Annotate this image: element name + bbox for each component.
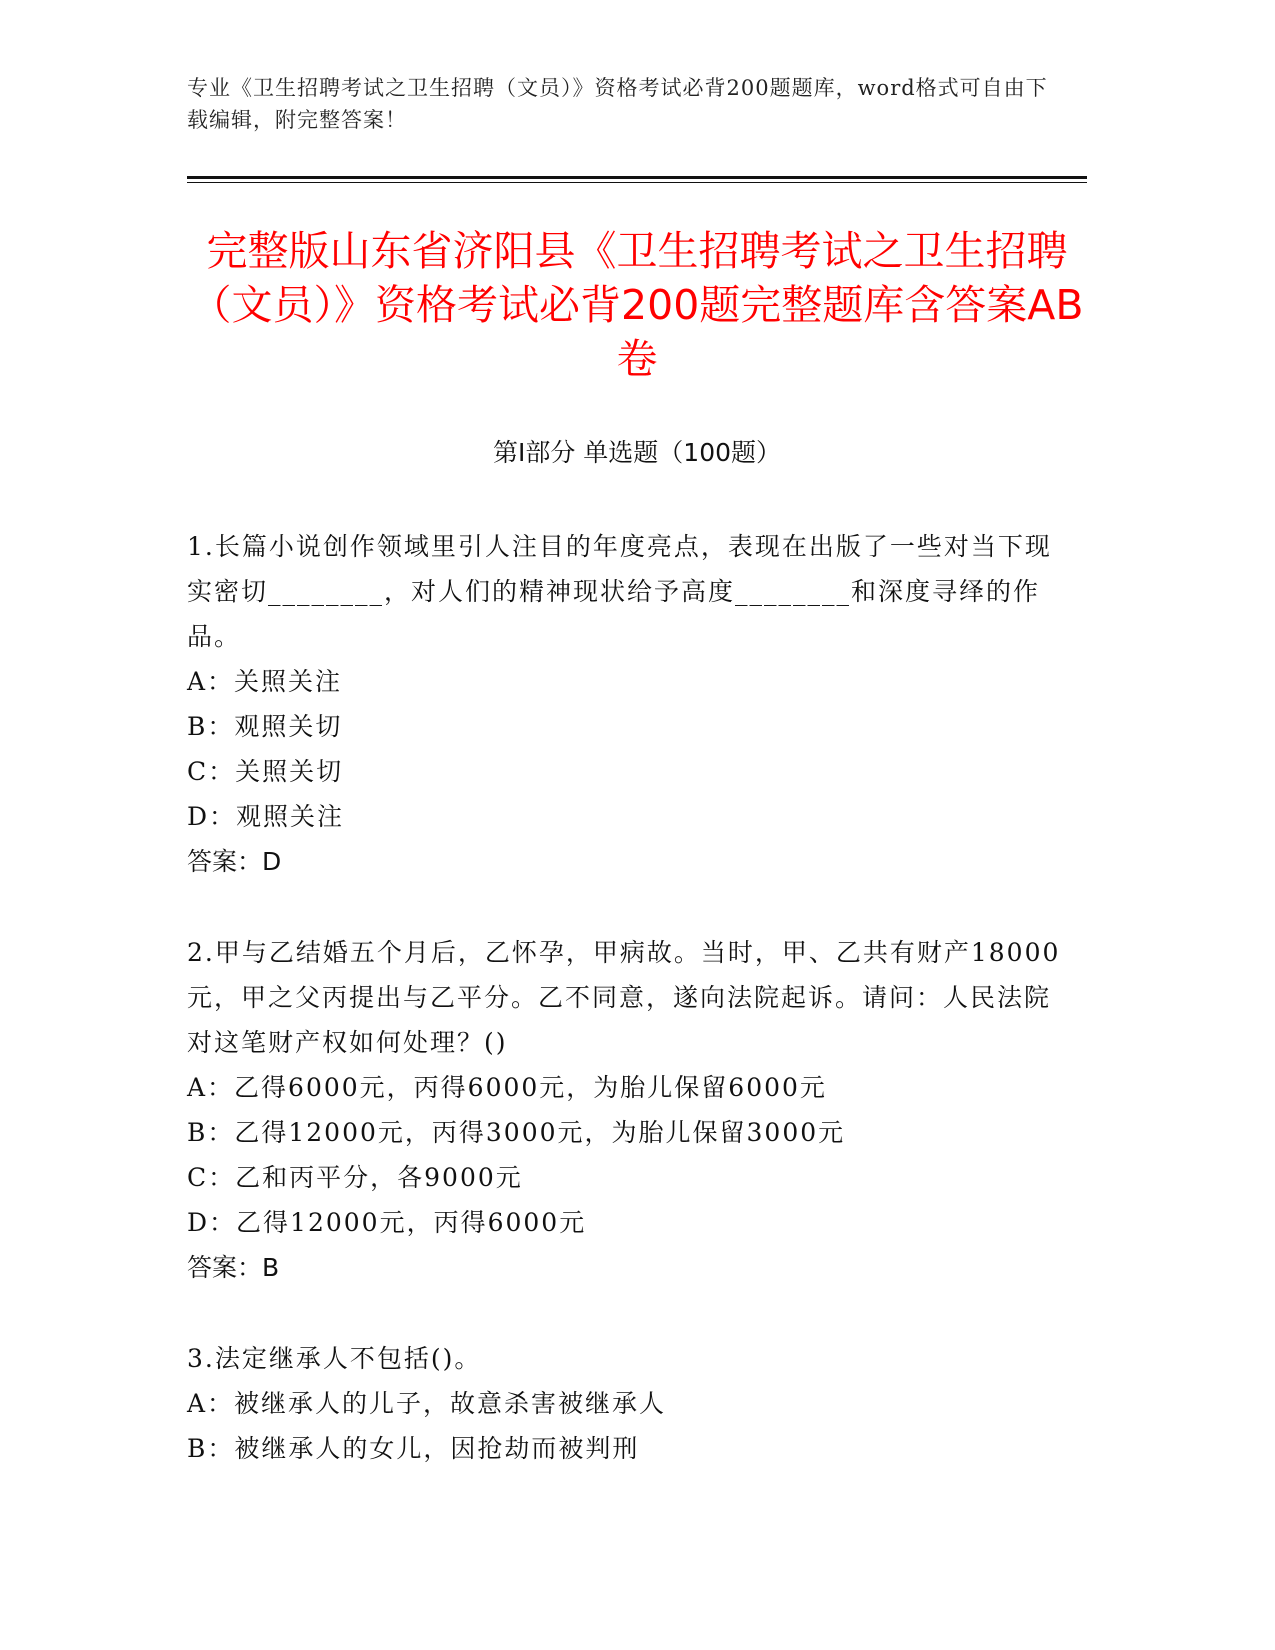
option-c: C：乙和丙平分，各9000元 (187, 1163, 523, 1192)
option-c: C：关照关切 (187, 757, 344, 786)
question-stem: 3.法定继承人不包括()。 (187, 1344, 482, 1373)
option-b: B：被继承人的女儿，因抢劫而被判刑 (187, 1434, 640, 1463)
question-3 (187, 1336, 1067, 1471)
option-d: D：乙得12000元，丙得6000元 (187, 1208, 587, 1237)
document-header: 专业《卫生招聘考试之卫生招聘（文员）》资格考试必背200题题库，word格式可自由下载编辑，附完整答案！ (187, 76, 1048, 132)
header-rule-thin (187, 182, 1087, 183)
question-stem: 1.长篇小说创作领域里引人注目的年度亮点，表现在出版了一些对当下现实密切________，对人们的精神现状给予高度________和深度寻绎的作品。 (187, 532, 1052, 651)
option-a: A：乙得6000元，丙得6000元，为胎儿保留6000元 (187, 1073, 827, 1102)
option-a: A：关照关注 (187, 667, 343, 696)
answer: 答案：B (187, 1253, 280, 1282)
header-rule-thick (187, 176, 1087, 179)
option-b: B：乙得12000元，丙得3000元，为胎儿保留3000元 (187, 1118, 846, 1147)
option-a: A：被继承人的儿子，故意杀害被继承人 (187, 1389, 667, 1418)
question-1 (187, 524, 1067, 884)
question-stem: 2.甲与乙结婚五个月后，乙怀孕，甲病故。当时，甲、乙共有财产18000元，甲之父丙提出与乙平分。乙不同意，遂向法院起诉。请问：人民法院对这笔财产权如何处理？() (187, 938, 1061, 1057)
option-d: D：观照关注 (187, 802, 345, 831)
question-list (187, 524, 1067, 1517)
section-heading: 第Ⅰ部分 单选题（100题） (492, 438, 782, 467)
option-b: B：观照关切 (187, 712, 343, 741)
question-2 (187, 930, 1067, 1290)
document-title: 完整版山东省济阳县《卫生招聘考试之卫生招聘（文员）》资格考试必背200题完整题库含答案AB卷 (190, 227, 1084, 383)
answer: 答案：D (187, 847, 282, 876)
